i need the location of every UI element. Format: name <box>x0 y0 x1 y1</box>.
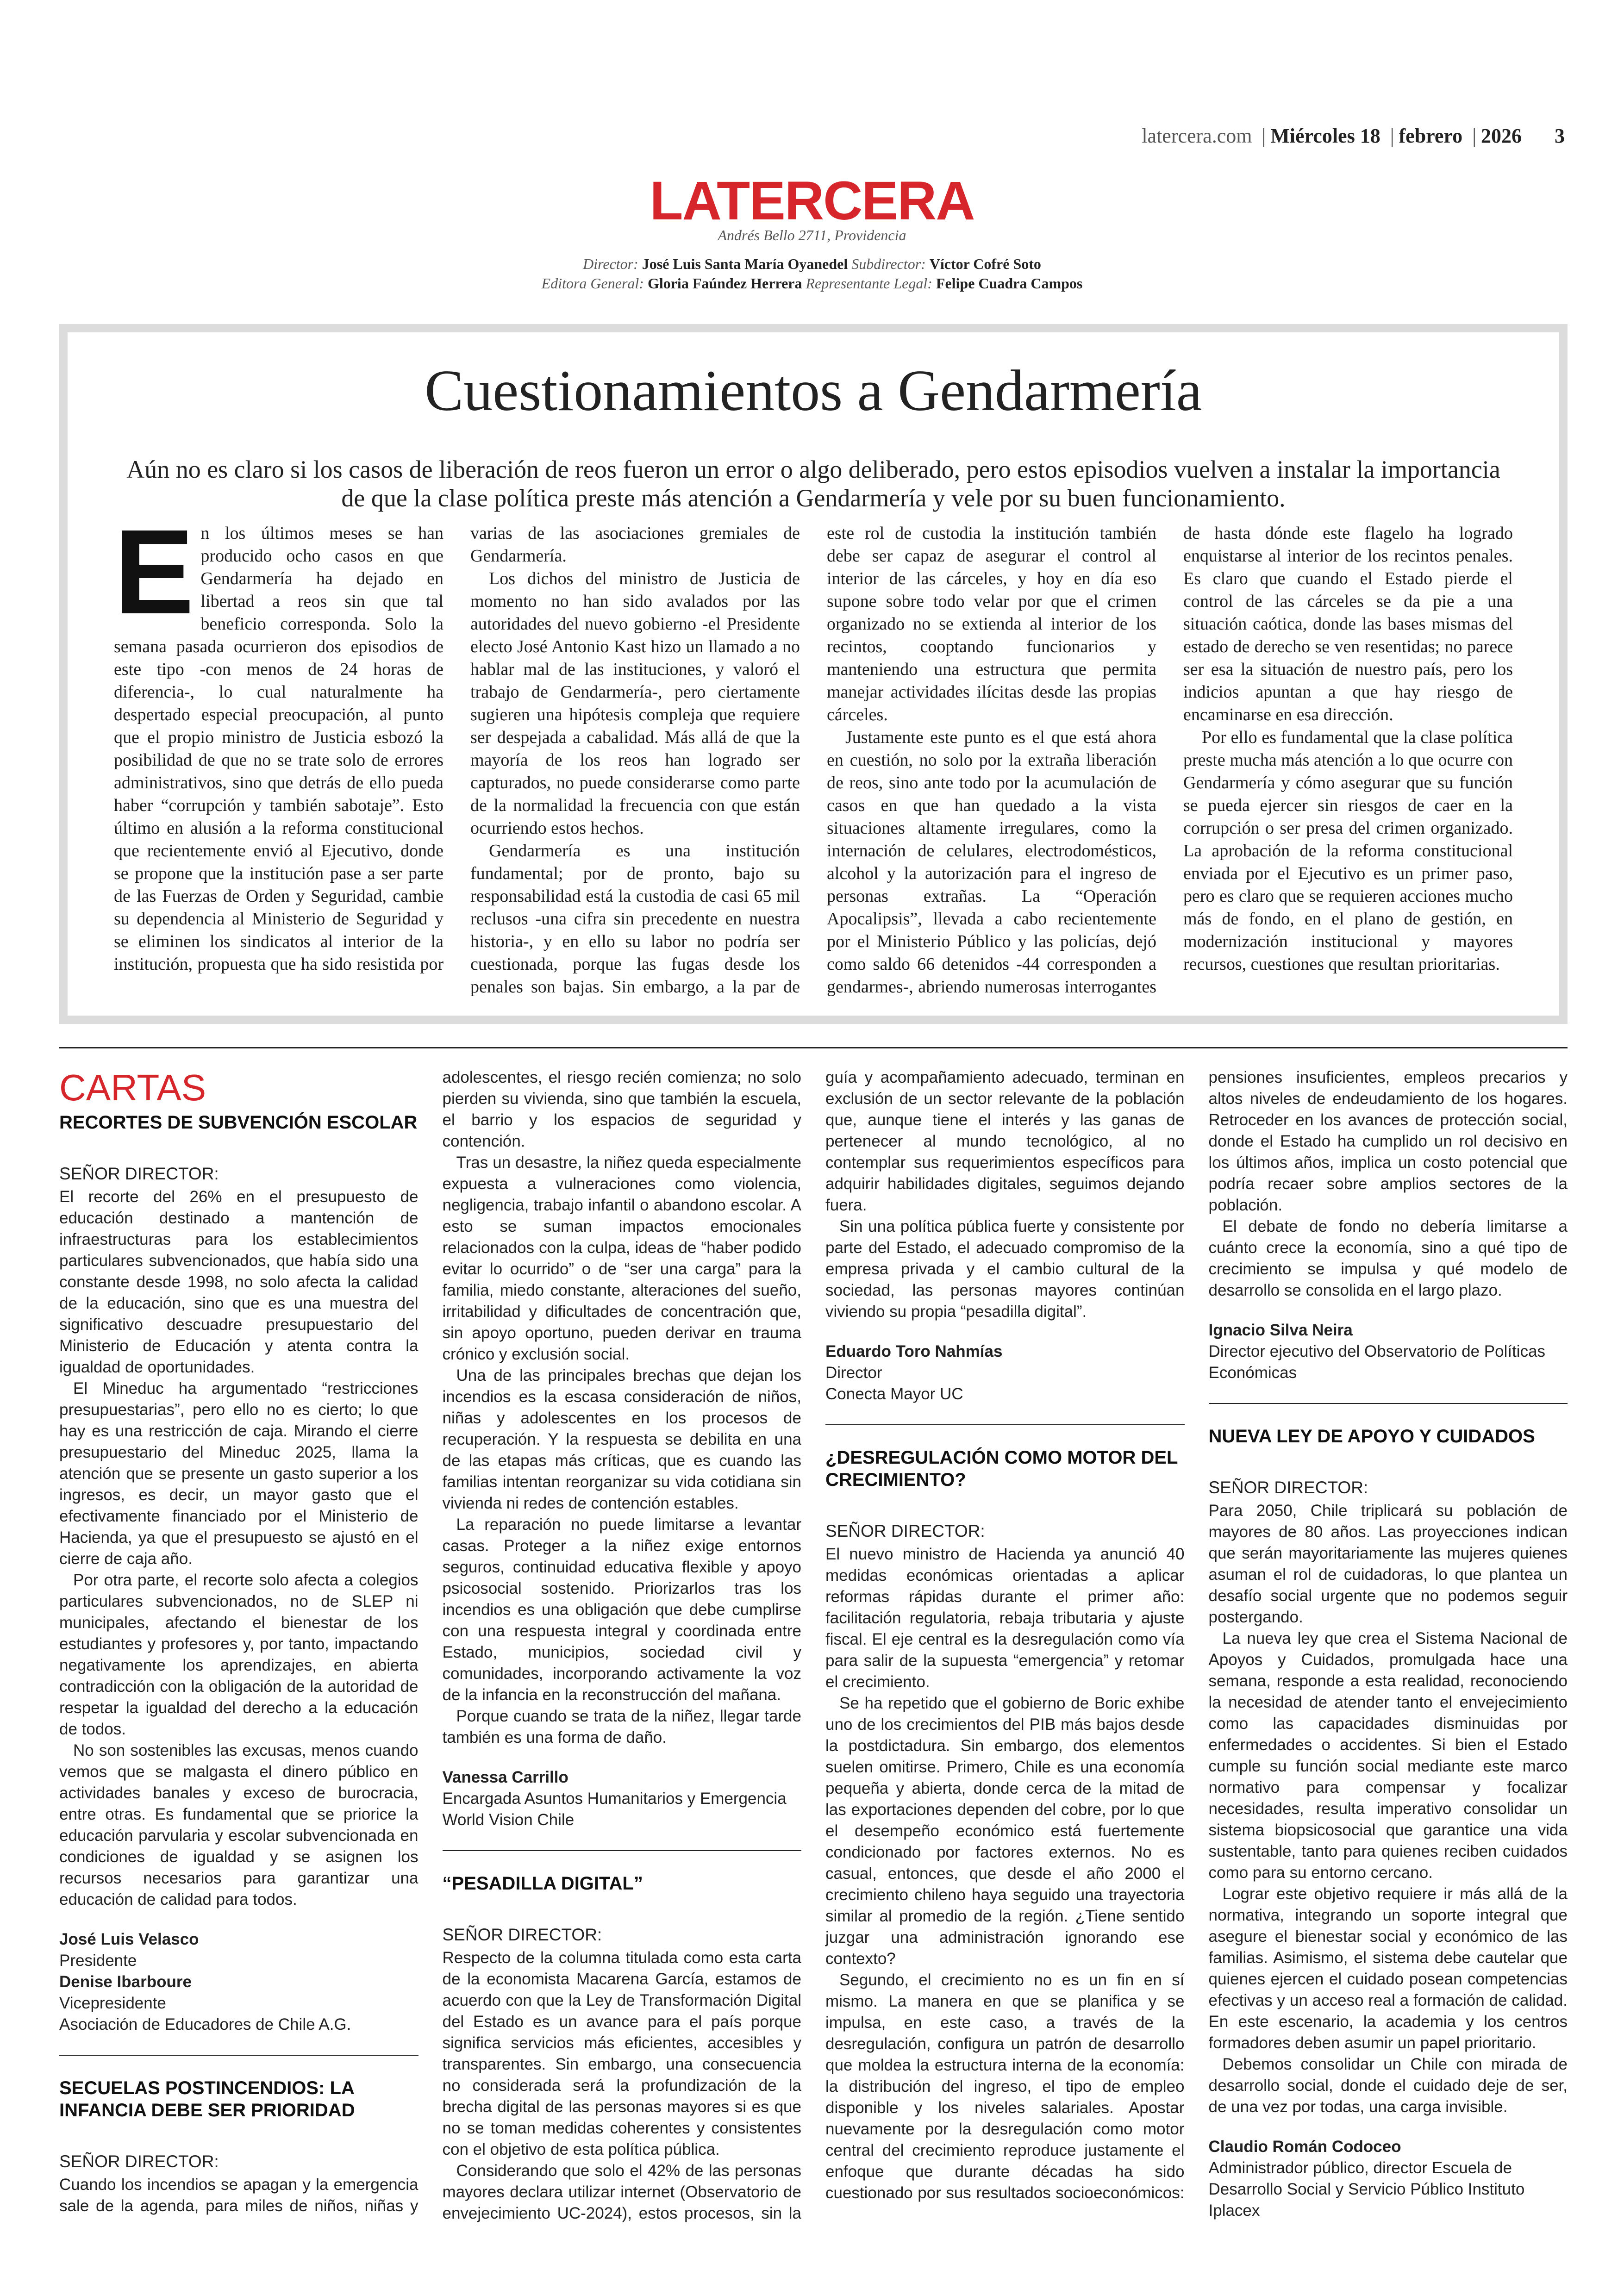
letter-divider <box>443 1850 802 1851</box>
letter-signer-role: Administrador público, director Escuela de Desarrollo Social y Servicio Público Instituto Iplacex <box>1208 2159 1525 2220</box>
letter-paragraph: La reparación no puede limitarse a levantar casas. Proteger a la niñez exige entornos seguros, continuidad educativa flexible y apoyo psicosocial sostenido. Priorizarlos tras los incendios es una obligación que debe cumplirse con una respuesta integral y coordinada entre Estado, municipios, sociedad civil y comunidades, incorporando activamente la voz de la infancia en la reconstrucción del mañana. <box>442 1515 801 1704</box>
letter-divider <box>59 2055 418 2056</box>
letter-paragraph: Respecto de la columna titulada como esta carta de la economista Macarena García, estamos de acuerdo con que la Ley de Transformación Digital del Estado es un avance para el país porque significa servicios más eficientes, accesibles y transparentes. Sin embargo, una consecuencia no considerada será la profundización de la brecha digital de las personas mayores si es que no se toman medidas coherentes y consistentes con el objetivo de esta política pública. <box>442 1949 801 2158</box>
letter-paragraph: El recorte del 26% en el presupuesto de educación destinado a mantención de infraestructuras para los establecimientos particulares subvencionados, que había sido una constante desde 1998, no solo afecta la calidad de la educación, sino que es una muestra del significativo descuadre presupuestario del Ministerio de Educación y atenta contra la igualdad de oportunidades. <box>59 1188 418 1376</box>
editorial-title: Cuestionamientos a Gendarmería <box>425 359 1202 423</box>
editorial-paragraph: Gendarmería es una institución fundamental; por de pronto, bajo su responsabilidad está la custodia de casi 65 mil reclusos -una cifra sin precedente en nuestra historia-, y en ello su labor no podría ser cuestionada, porque las fugas desde los penales son bajas. Sin embargo, a la par de este rol de custodia la institución también debe ser capaz de asegurar el control al interior de las cárceles, y hoy en día eso supone sobre todo velar por que el crimen organizado no se extienda al interior de los recintos, cooptando funcionarios y manteniendo una estructura que permita manejar actividades ilícitas desde las propias cárceles. <box>470 524 1156 997</box>
letter-divider <box>825 1424 1185 1425</box>
section-divider <box>59 1047 1568 1048</box>
editorial-paragraph: Los dichos del ministro de Justicia de momento no han sido avalados por las autoridades del nuevo gobierno -el Presidente electo José Antonio Kast hizo un llamado a no hablar mal de las instituciones, y valoró el trabajo de Gendarmería-, pero ciertamente sugieren una hipótesis compleja que requiere ser despejada a cabalidad. Más allá de que la mayoría de los reos han logrado ser capturados, no puede considerarse como parte de la normalidad la frecuencia con que están ocurriendo estos hechos. <box>470 569 800 838</box>
letter-title: SECUELAS POSTINCENDIOS: LA INFANCIA DEBE SER PRIORIDAD <box>59 2078 355 2120</box>
letter-paragraph: Por otra parte, el recorte solo afecta a colegios particulares subvencionados, no de SLEP ni municipales, afectando el bienestar de los estudiantes y profesores y, por tanto, impactando negativamente los aprendizajes, en abierta contradicción con la obligación de la autoridad de respetar la igualdad del derecho a la educación de todos. <box>59 1571 418 1738</box>
letter-paragraph: Debemos consolidar un Chile con mirada de desarrollo social, donde el cuidado deje de ser, de una vez por todas, una carga invisible. <box>1208 2055 1568 2116</box>
header-year: 2026 <box>1481 125 1522 147</box>
masthead-directors: Director: José Luis Santa María Oyanedel Subdirector: Víctor Cofré Soto <box>583 256 1041 272</box>
letter-paragraph: Porque cuando se trata de la niñez, llegar tarde también es una forma de daño. <box>442 1707 801 1746</box>
letter-salutation: SEÑOR DIRECTOR: <box>59 2152 219 2171</box>
letter-signer-role: Director <box>825 1364 882 1382</box>
letter-paragraph: Lograr este objetivo requiere ir más allá de la normativa, integrando un soporte integral que asegure el bienestar social y económico de las familias. Asimismo, el sistema debe cautelar que quienes ejercen el cuidado posean competencias efectivas y un acceso real a formación de calidad. En este escenario, la academia y los centros formadores deben asumir un papel prioritario. <box>1208 1885 1568 2052</box>
editorial-paragraph: Por ello es fundamental que la clase política preste mucha más atención a lo que ocurre con Gendarmería y cómo asegurar que su función se pueda ejercer sin riesgos de caer en la corrupción o ser presa del crimen organizado. La aprobación de la reforma constitucional enviada por el Ejecutivo es un primer paso, pero es claro que se requieren acciones mucho más de fondo, en el plano de gestión, en modernización institucional y mayores recursos, cuestiones que resultan prioritarias. <box>1183 728 1513 974</box>
letter-salutation: SEÑOR DIRECTOR: <box>825 1522 985 1540</box>
letter-signature: Eduardo Toro Nahmías <box>825 1342 1003 1360</box>
letter-signer-role: Director ejecutivo del Observatorio de Políticas Económicas <box>1208 1342 1546 1382</box>
letter-paragraph: El Mineduc ha argumentado “restricciones presupuestarias”, pero ello no es cierto; lo que hay es una restricción de caja. Mirando el cierre presupuestario del Mineduc 2025, llama la atención que se presente un gasto superior a los ingresos, es decir, un mayor gasto que el efectivamente financiado por el Ministerio de Hacienda, ya que el presupuesto se ajustó en el cierre de caja año. <box>59 1379 418 1568</box>
letter-paragraph: La nueva ley que crea el Sistema Nacional de Apoyos y Cuidados, promulgada hace una semana, responde a esta realidad, reconociendo la necesidad de atender tanto el envejecimiento como las capacidades disminuidas por enfermedades o accidentes. Si bien el Estado cumple su función social mediante este marco normativo para compensar y focalizar necesidades, resulta imperativo consolidar un sistema biopsicosocial que garantice una vida sustentable, tanto para quienes reciben cuidados como para su entorno cercano. <box>1208 1629 1568 1882</box>
letter-signature: José Luis Velasco <box>59 1930 199 1948</box>
letter-paragraph: Tras un desastre, la niñez queda especialmente expuesta a vulneraciones como violencia, negligencia, trabajo infantil o abandono escolar. A esto se suman impactos emocionales relacionados con la culpa, ideas de “haber podido evitar lo ocurrido” o de “ser una carga” para la familia, miedo constante, alteraciones del sueño, irritabilidad y dificultades de concentración que, sin apoyo oportuno, pueden derivar en trauma crónico y exclusión social. <box>442 1154 801 1363</box>
masthead-editors: Editora General: Gloria Faúndez Herrera Representante Legal: Felipe Cuadra Campos <box>541 275 1083 292</box>
section-title: CARTAS <box>59 1067 206 1108</box>
letter-salutation: SEÑOR DIRECTOR: <box>1208 1478 1368 1497</box>
letter-signer-org: Asociación de Educadores de Chile A.G. <box>59 2015 351 2033</box>
letter-title: NUEVA LEY DE APOYO Y CUIDADOS <box>1208 1426 1535 1447</box>
director-name: José Luis Santa María Oyanedel <box>642 256 848 272</box>
page-number: 3 <box>1555 125 1565 147</box>
letter-paragraph: Se ha repetido que el gobierno de Boric exhibe uno de los crecimientos del PIB más bajos desde la postdictadura. Sin embargo, dos elementos suelen omitirse. Primero, Chile es una economía pequeña y abierta, donde cerca de la mitad de las exportaciones dependen del cobre, por lo que el desempeño económico está fuertemente condicionado por factores externos. No es casual, entonces, que desde el año 2000 el crecimiento chileno haya seguido una trayectoria similar al promedio de la región. ¿Tiene sentido juzgar una administración ignorando ese contexto? <box>825 1694 1185 1968</box>
letter-paragraph: El debate de fondo no debería limitarse a cuánto crece la economía, sino a qué tipo de crecimiento se impulsa y qué modelo de desarrollo se consolida en el largo plazo. <box>1208 1217 1568 1299</box>
letters-section <box>59 1067 1568 2224</box>
letter-paragraph: Para 2050, Chile triplicará su población de mayores de 80 años. Las proyecciones indican que serán mayoritariamente las mujeres quienes asuman el rol de cuidadoras, lo que plantea un desafío social urgente que no podemos seguir postergando. <box>1208 1502 1568 1626</box>
editorial-paragraph: En los últimos meses se han producido ocho casos en que Gendarmería ha dejado en libertad a reos sin que tal beneficio corresponda. Solo la semana pasada ocurrieron dos episodios de este tipo -con menos de 24 horas de diferencia-, lo cual naturalmente ha despertado especial preocupación, al punto que el propio ministro de Justicia esbozó la posibilidad de que no se trate solo de errores administrativos, sino que detrás de ello pueda haber “corrupción y también sabotaje”. Esto último en alusión a la reforma constitucional que recientemente envió al Ejecutivo, donde se propone que la institución pase a ser parte de las Fuerzas de Orden y Seguridad, cambie su dependencia al Ministerio de Seguridad y se eliminen los sindicatos al interior de la institución, propuesta que ha sido resistida por varias de las asociaciones gremiales de Gendarmería. <box>114 505 800 974</box>
legal-rep-name: Felipe Cuadra Campos <box>936 275 1083 292</box>
letter-salutation: SEÑOR DIRECTOR: <box>59 1164 219 1183</box>
editorial-body <box>114 505 1513 1011</box>
letter-paragraph: Cuando los incendios se apagan y la emergencia sale de la agenda, para miles de niños, niñas y adolescentes, el riesgo recién comienza; no solo pierden su vivienda, sino que también la escuela, el barrio y los espacios de seguridad y contención. <box>59 1068 801 2215</box>
letter-title: RECORTES DE SUBVENCIÓN ESCOLAR <box>59 1112 418 1133</box>
letter-paragraph: El nuevo ministro de Hacienda ya anunció 40 medidas económicas orientadas a aplicar reformas rápidas durante el primer año: facilitación regulatoria, rebaja tributaria y ajuste fiscal. El eje central es la desregulación como vía para salir de la supuesta “emergencia” y retomar el crecimiento. <box>825 1545 1185 1691</box>
letter-signer-role: Presidente <box>59 1952 137 1970</box>
letter-signer-role: Encargada Asuntos Humanitarios y Emergencia World Vision Chile <box>442 1790 787 1829</box>
header-month: febrero <box>1399 125 1463 147</box>
newspaper-logo: LATERCERA <box>650 170 974 231</box>
letter-signature: Claudio Román Codoceo <box>1208 2138 1401 2156</box>
letter-title: “PESADILLA DIGITAL” <box>442 1873 643 1894</box>
letter-signature: Ignacio Silva Neira <box>1208 1321 1353 1339</box>
editorial-dek: Aún no es claro si los casos de liberación de reos fueron un error o algo deliberado, pero estos episodios vuelven a instalar la importancia de que la clase política preste más atención a Gendarmería y vele por su buen funcionamiento. <box>126 455 1500 512</box>
masthead-address: Andrés Bello 2711, Providencia <box>718 227 906 243</box>
header-day: Miércoles 18 <box>1270 125 1380 147</box>
site-url[interactable]: latercera.com <box>1142 125 1252 147</box>
editor-name: Gloria Faúndez Herrera <box>647 275 802 292</box>
editorial-box <box>59 324 1568 1024</box>
page-header: latercera.com | Miércoles 18 | febrero | 2026 3 <box>1142 125 1565 147</box>
letter-divider <box>1209 1403 1568 1404</box>
letter-paragraph: Sin una política pública fuerte y consistente por parte del Estado, el adecuado compromiso de la empresa privada y el cambio cultural de la sociedad, las personas mayores continúan viviendo su propia “pesadilla digital”. <box>825 1217 1185 1321</box>
letter-paragraph: Una de las principales brechas que dejan los incendios es la escasa consideración de niños, niñas y adolescentes en los procesos de recuperación. Y la respuesta se debilita en una de las etapas más críticas, que es cuando las familias intentan reorganizar su vida cotidiana sin vivienda ni redes de contención estables. <box>442 1366 801 1512</box>
letter-paragraph: Segundo, el crecimiento no es un fin en sí mismo. La manera en que se planifica y se impulsa, en este caso, a través de la desregulación, configura un patrón de desarrollo que moldea la estructura interna de la economía: la distribución del ingreso, el tipo de empleo disponible y los niveles salariales. Apostar nuevamente por la desregulación como motor central del crecimiento reproduce justamente el enfoque que durante décadas ha sido cuestionado por sus resultados socioeconómicos: pensiones insuficientes, empleos precarios y altos niveles de endeudamiento de los hogares. Retroceder en los avances de protección social, donde el Estado ha cumplido un rol decisivo en los últimos años, implica un costo potencial que podría recaer sobre amplios sectores de la población. <box>825 1068 1568 2202</box>
subdirector-name: Víctor Cofré Soto <box>929 256 1041 272</box>
letter-signer-role: Vicepresidente <box>59 1994 166 2012</box>
drop-cap: E <box>114 505 194 639</box>
letter-title: ¿DESREGULACIÓN COMO MOTOR DEL CRECIMIENTO? <box>825 1447 1178 1490</box>
letter-paragraph: No son sostenibles las excusas, menos cuando vemos que se malgasta el dinero público en actividades banales y exceso de burocracia, entre otras. Es fundamental que se priorice la educación parvularia y escolar subvencionada en condiciones de igualdad y se asignen los recursos necesarios para garantizar una educación de calidad para todos. <box>59 1741 418 1908</box>
letter-signature: Vanessa Carrillo <box>442 1768 568 1786</box>
letter-paragraph: Considerando que solo el 42% de las personas mayores declara utilizar internet (Observatorio de envejecimiento UC-2024), estos procesos, sin la guía y acompañamiento adecuado, terminan en exclusión de un sector relevante de la población que, aunque tiene el interés y las ganas de pertenecer al mundo tecnológico, al no contemplar sus requerimientos específicos para adquirir habilidades digitales, seguimos dejando fuera. <box>442 1068 1185 2222</box>
letter-signature: Denise Ibarboure <box>59 1973 192 1991</box>
letter-salutation: SEÑOR DIRECTOR: <box>442 1925 602 1944</box>
editorial-paragraph: Justamente este punto es el que está ahora en cuestión, no solo por la extraña liberación de reos, sino ante todo por la acumulación de casos en que han quedado a la vista situaciones altamente irregulares, como la internación de celulares, electrodomésticos, alcohol y la autorización para el ingreso de personas extrañas. La “Operación Apocalipsis”, llevada a cabo recientemente por el Ministerio Público y las policías, dejó como saldo 66 detenidos -44 corresponden a gendarmes-, abriendo numerosas interrogantes de hasta dónde este flagelo ha logrado enquistarse al interior de los recintos penales. Es claro que cuando el Estado pierde el control de las cárceles se da pie a una situación caótica, donde las bases mismas del estado de derecho se ven resentidas; no parece ser esa la situación de nuestro país, pero los indicios apuntan a que hay riesgo de encaminarse en esa dirección. <box>827 524 1513 997</box>
letter-signer-org: Conecta Mayor UC <box>825 1385 963 1403</box>
